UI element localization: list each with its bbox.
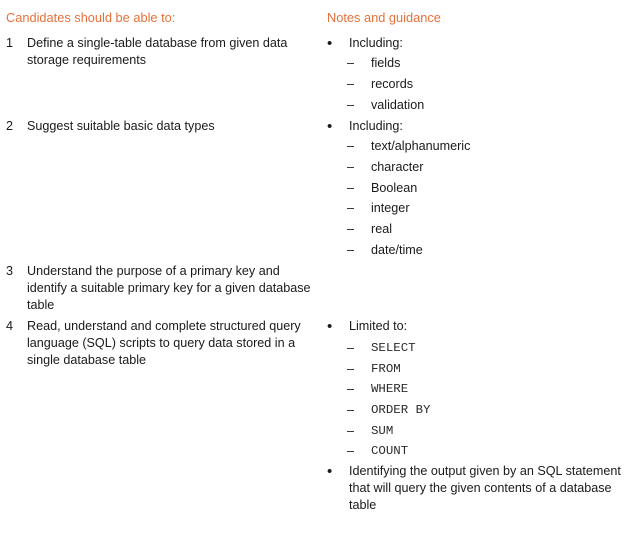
bullet-icon: • bbox=[327, 118, 333, 135]
dash-icon: – bbox=[347, 201, 355, 215]
note-subitem-text: integer bbox=[371, 201, 410, 215]
note-bullet-text: Limited to: bbox=[349, 319, 408, 333]
note-subitem bbox=[347, 381, 617, 398]
bullet-icon: • bbox=[327, 35, 333, 52]
sql-keyword: COUNT bbox=[371, 444, 409, 458]
objective-number: 2 bbox=[6, 119, 14, 133]
candidates-header: Candidates should be able to: bbox=[6, 10, 176, 25]
note-subitem-text: fields bbox=[371, 56, 401, 70]
dash-icon: – bbox=[347, 56, 355, 70]
note-subitem bbox=[347, 443, 617, 460]
sql-keyword: SELECT bbox=[371, 341, 416, 355]
note-subitem bbox=[347, 159, 617, 176]
objective-number: 3 bbox=[6, 264, 14, 278]
note-subitem bbox=[347, 180, 617, 197]
dash-icon: – bbox=[347, 424, 355, 438]
objective-number: 1 bbox=[6, 36, 14, 50]
note-subitem bbox=[347, 361, 617, 378]
objective-text: Suggest suitable basic data types bbox=[27, 119, 215, 133]
note-bullet-text: Including: bbox=[349, 119, 403, 133]
dash-icon: – bbox=[347, 444, 355, 458]
objective-number: 4 bbox=[6, 319, 14, 333]
note-bullet-text: Identifying the output given by an SQL statement that will query the given contents of a database table bbox=[349, 464, 621, 512]
note-subitem-text: validation bbox=[371, 98, 425, 112]
note-subitem bbox=[347, 200, 617, 217]
sql-keyword: SUM bbox=[371, 424, 394, 438]
note-subitem bbox=[347, 402, 617, 419]
sql-keyword: WHERE bbox=[371, 382, 409, 396]
note-subitem bbox=[347, 340, 617, 357]
dash-icon: – bbox=[347, 98, 355, 112]
dash-icon: – bbox=[347, 362, 355, 376]
dash-icon: – bbox=[347, 403, 355, 417]
note-bullet-text: Including: bbox=[349, 36, 403, 50]
sql-keyword: ORDER BY bbox=[371, 403, 431, 417]
note-subitem-text: character bbox=[371, 160, 424, 174]
note-subitem bbox=[347, 423, 617, 440]
dash-icon: – bbox=[347, 222, 355, 236]
dash-icon: – bbox=[347, 341, 355, 355]
note-subitem bbox=[347, 138, 617, 155]
objective-text: Define a single-table database from given data storage requirements bbox=[27, 36, 288, 67]
note-subitem bbox=[347, 242, 617, 259]
note-subitem-text: Boolean bbox=[371, 181, 418, 195]
dash-icon: – bbox=[347, 160, 355, 174]
note-subitem bbox=[347, 76, 617, 93]
note-subitem bbox=[347, 55, 617, 72]
dash-icon: – bbox=[347, 181, 355, 195]
note-subitem-text: date/time bbox=[371, 243, 423, 257]
note-subitem bbox=[347, 221, 617, 238]
note-subitem-text: real bbox=[371, 222, 392, 236]
dash-icon: – bbox=[347, 77, 355, 91]
sql-keyword: FROM bbox=[371, 362, 401, 376]
note-subitem-text: records bbox=[371, 77, 413, 91]
notes-header: Notes and guidance bbox=[327, 10, 441, 25]
objective-text: Understand the purpose of a primary key and identify a suitable primary key for a given database table bbox=[27, 264, 311, 312]
note-subitem bbox=[347, 97, 617, 114]
dash-icon: – bbox=[347, 243, 355, 257]
bullet-icon: • bbox=[327, 463, 333, 480]
note-subitem-text: text/alphanumeric bbox=[371, 139, 471, 153]
dash-icon: – bbox=[347, 139, 355, 153]
objective-text: Read, understand and complete structured query language (SQL) scripts to query data stored in a single database table bbox=[27, 319, 301, 367]
bullet-icon: • bbox=[327, 318, 333, 335]
dash-icon: – bbox=[347, 382, 355, 396]
